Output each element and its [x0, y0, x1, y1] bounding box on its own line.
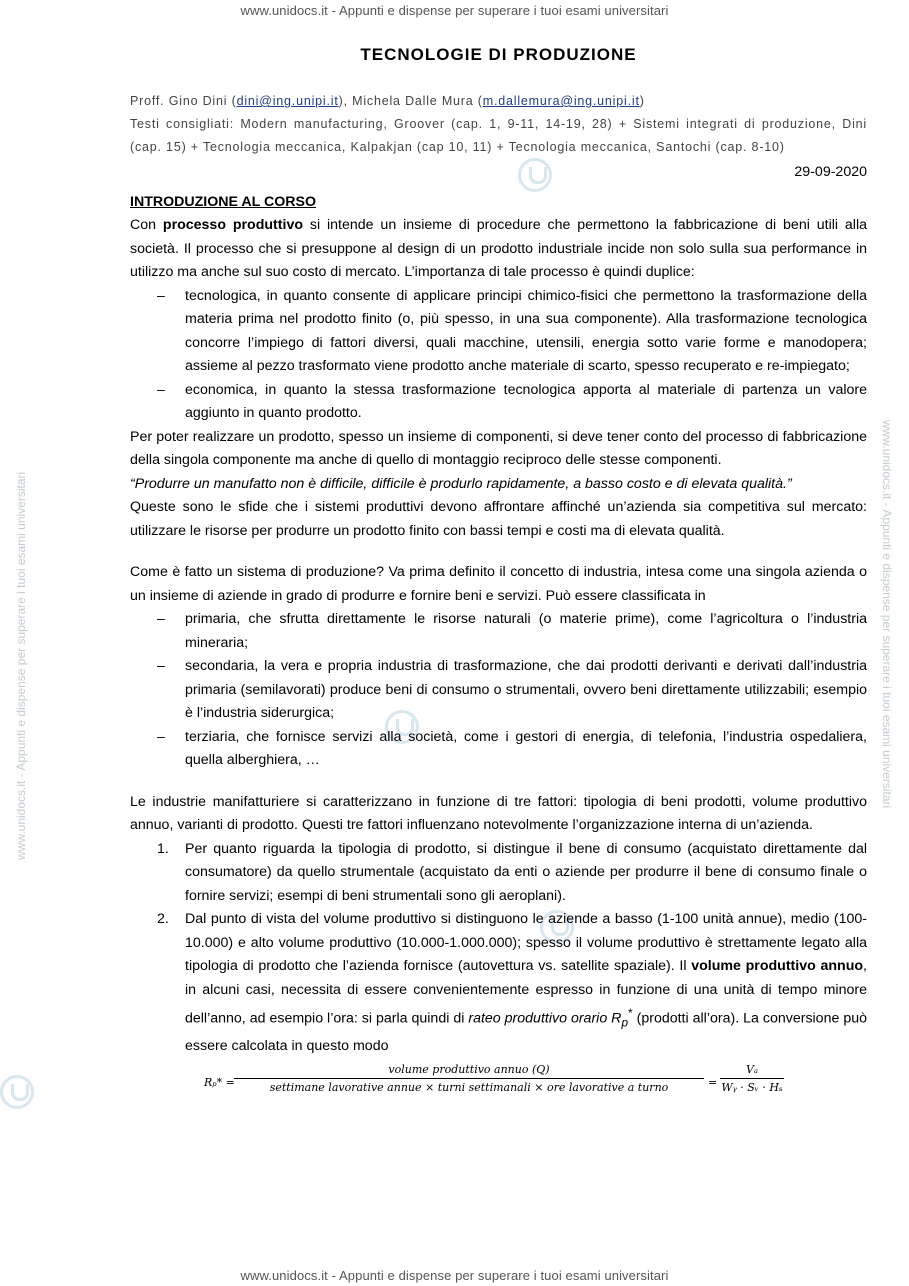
list-item	[130, 838, 867, 909]
list-number: 1.	[157, 840, 169, 857]
importance-list	[130, 285, 867, 426]
formula-numerator-2: Vₐ	[720, 1061, 784, 1079]
footer-watermark	[0, 1268, 909, 1283]
paragraph-challenges: Queste sono le sfide che i sistemi produttivi devono affrontare affinché un’azienda sia competitiva sul mercato: utilizzare le risorse per produrre un prodotto finito con bassi tempi e costi ma di elevata qualità.	[130, 499, 867, 539]
paragraph-components: Per poter realizzare un prodotto, spesso un insieme di componenti, si deve tener conto del processo di fabbricazione della singola componente ma anche di quello di montaggio reciproco delle stesse componenti.	[130, 428, 867, 468]
formula-lhs: Rₚ* =	[204, 1075, 235, 1089]
section-title: INTRODUZIONE AL CORSO	[130, 193, 317, 210]
list-item-text: Per quanto riguarda la tipologia di prodotto, si distingue il bene di consumo (acquistato direttamente dal consumatore) da quello strumentale (acquistato da enti o aziende per produrre il bene di consumo finale o fornire servizi; esempi di beni strumentali sono gli aeroplani).	[185, 840, 867, 904]
professors-mid: ), Michela Dalle Mura (	[338, 94, 483, 108]
list-item: – secondaria, la vera e propria industria di trasformazione, che dai prodotti derivanti e derivati dall’industria primaria (semilavorati) produce beni di consumo o strumentali, ovvero beni direttamente utilizzabili; esempio è l’industria siderurgica;	[130, 655, 867, 726]
watermark-logo-icon	[0, 1075, 34, 1109]
subscript: p	[621, 1015, 629, 1030]
list-item: – primaria, che sfrutta direttamente le risorse naturali (o materie prime), come l’agricoltura o l’industria mineraria;	[130, 608, 867, 655]
list-item: – tecnologica, in quanto consente di applicare principi chimico-fisici che permettono la trasformazione della materia prima nel prodotto finito (o, più spesso, in una sua componente). Alla trasformazione tecnologica concorre l’impiego di fattori diversi, quali macchine, utensili, energia sotto varie forme e manodopera; assieme al pezzo trasformato viene prodotto anche materiale di scarto, spesso recuperato e re-impiegato;	[130, 285, 867, 379]
list-item: – terziaria, che fornisce servizi alla società, come i gestori di energia, di telefonia, l’industria ospedaliera, quella alberghiera, …	[130, 726, 867, 773]
document-date: 29-09-2020	[794, 164, 867, 180]
factors-list	[130, 838, 867, 1059]
intro-text-post: si intende un insieme di procedure che permettono la fabbricazione di beni utili alla società. Il processo che si presuppone al design di un prodotto industriale incide non solo sulla sua performance in utilizzo ma anche sul suo costo di mercato. L’importanza di tale processo è quindi duplice:	[130, 217, 867, 280]
header-watermark	[0, 3, 909, 18]
email-link-dini[interactable]: dini@ing.unipi.it	[236, 94, 339, 108]
bold-term: volume produttivo annuo	[691, 958, 864, 974]
intro-paragraph	[130, 214, 867, 285]
formula-numerator-1: volume produttivo annuo (Q)	[234, 1061, 704, 1079]
professors-line	[130, 90, 867, 113]
intro-text-pre: Con	[130, 217, 163, 233]
formula-denominator-1: settimane lavorative annue × turni settimanali × ore lavorative a turno	[269, 1080, 669, 1094]
intro-bold-term: processo produttivo	[162, 217, 303, 233]
professors-prefix: Proff. Gino Dini (	[130, 94, 237, 108]
paragraph-manufacturing: Le industrie manifatturiere si caratterizzano in funzione di tre fattori: tipologia di beni prodotti, volume produttivo annuo, varianti di prodotto. Questi tre fattori influenzano notevolmente l’organizzazione interna di un’azienda.	[130, 793, 867, 833]
document-title: TECNOLOGIE DI PRODUZIONE	[360, 45, 637, 64]
document-page	[130, 40, 867, 1101]
course-meta	[130, 90, 867, 159]
list-item-text: Dal punto di vista del volume produttivo si distinguono le aziende a basso (1-100 unità annue), medio (100-10.000) e alto volume produttivo (10.000-1.000.000); spesso il volume produttivo è strettamente legato alla tipologia di prodotto che l’azienda fornisce (autovettura vs. satellite spaziale). Il	[185, 911, 867, 974]
email-link-dallemura[interactable]: m.dallemura@ing.unipi.it	[482, 94, 640, 108]
formula-equals: =	[708, 1075, 718, 1089]
quote: “Produrre un manufatto non è difficile, difficile è produrlo rapidamente, a basso costo e di elevata qualità.”	[130, 475, 792, 492]
formula-denominator-2: Wᵧ · Sᵥ · Hₛ	[721, 1080, 783, 1094]
list-item: – economica, in quanto la stessa trasformazione tecnologica apporta al materiale di partenza un valore aggiunto in quanto prodotto.	[130, 379, 867, 426]
italic-term: rateo produttivo orario R	[468, 1010, 622, 1027]
list-item	[130, 908, 867, 1059]
paragraph-industry: Come è fatto un sistema di produzione? Va prima definito il concetto di industria, intesa come una singola azienda o un insieme di aziende in grado di produrre e fornire beni e servizi. Può essere classificata in	[130, 564, 867, 604]
industry-types-list	[130, 608, 867, 773]
list-number: 2.	[157, 911, 169, 927]
list-item-text: , in alcuni casi, necessita di essere convenientemente espresso in funzione di una unità di tempo minore dell’anno, ad esempio l’ora: si parla quindi di	[185, 958, 867, 1027]
left-side-watermark: www.unidocs.it - Appunti e dispense per superare i tuoi esami universitari	[14, 471, 28, 860]
footer-watermark-text: www.unidocs.it - Appunti e dispense per superare i tuoi esami universitari	[240, 1268, 669, 1283]
header-watermark-text: www.unidocs.it - Appunti e dispense per superare i tuoi esami universitari	[240, 3, 669, 18]
superscript: *	[628, 1006, 633, 1020]
formula-fraction-1	[234, 1061, 704, 1096]
right-side-watermark: www.unidocs.it - Appunti e dispense per superare i tuoi esami universitari	[880, 420, 894, 809]
list-item-text: (prodotti all’ora). La conversione può essere calcolata in questo modo	[185, 1010, 867, 1055]
professors-suffix: )	[639, 94, 645, 108]
production-rate-formula	[130, 1061, 867, 1101]
recommended-texts: Testi consigliati: Modern manufacturing, Groover (cap. 1, 9-11, 14-19, 28) + Sistemi integrati di produzione, Dini (cap. 15) + Tecnologia meccanica, Kalpakjan (cap 10, 11) + Tecnologia meccanica, Santochi (cap. 8-10)	[130, 117, 867, 154]
formula-fraction-2	[720, 1061, 784, 1096]
